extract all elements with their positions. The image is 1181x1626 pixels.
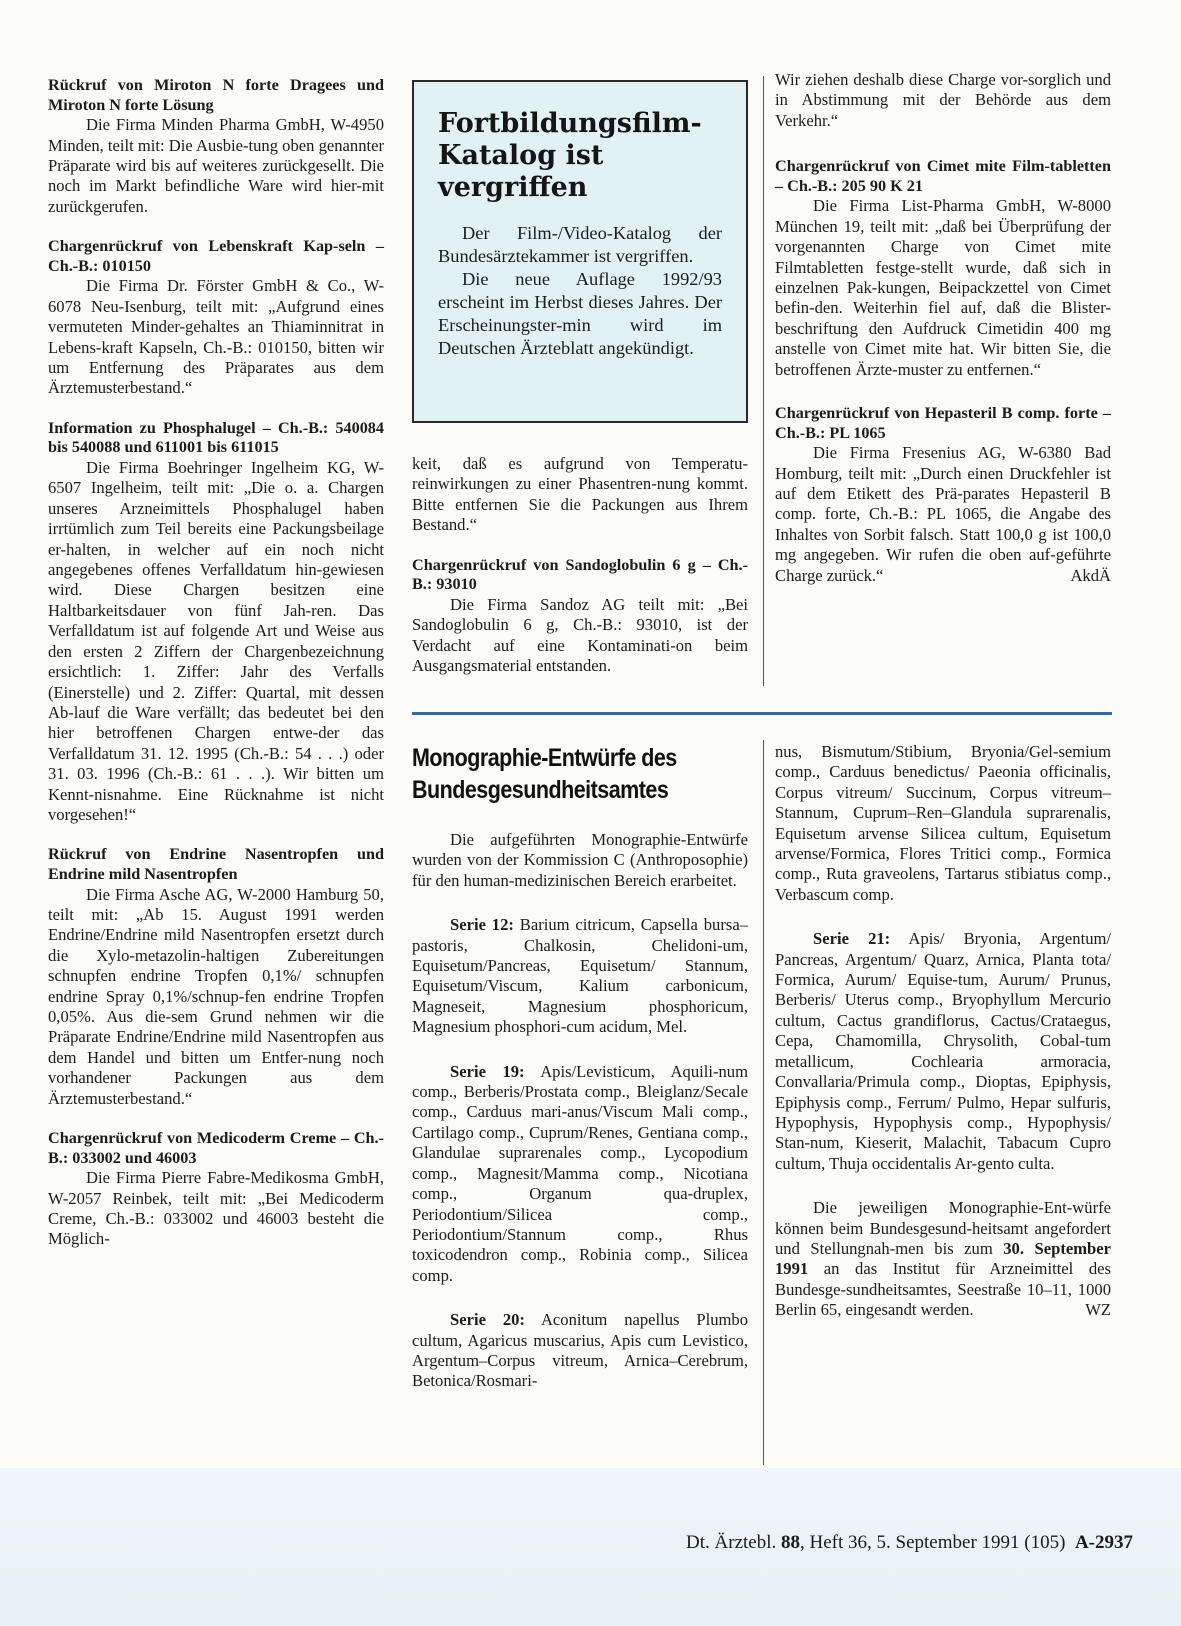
column-divider [763,76,764,686]
label-serie-21: Serie 21: [813,929,891,949]
paragraph-hepasteril-text: Die Firma Fresenius AG, W-6380 Bad Homburg, teilt mit: „Durch einen Druckfehler ist auf dem Etikett des Prä-parates Hepasteril B comp. forte, Ch.-B.: PL 1065, die Angabe des Inhaltes von Sorbit falsch. Statt 100,0 g ist 100,0 mg angegeben. Wir rufen die oben auf-geführte Charge zurück.“ [775,443,1111,585]
signature-akda: AkdÄ [1070,565,1111,585]
paragraph-mono-closing [775,1198,1111,1320]
closing-text-b: an das Institut für Arzneimittel des Bundesge-sundheitsamtes, Seestraße 10–11, 1000 Berlin 65, eingesandt werden. [775,1259,1111,1320]
paragraph-serie-12 [412,915,748,1037]
paragraph-phosphalugel: Die Firma Boehringer Ingelheim KG, W-6507 Ingelheim, teilt mit: „Die o. a. Chargen unseres Arzneimittels Phosphalugel haben irrtümlich zum Teil bereits eine Packungsbeilage er-halten, in welcher auf ein noch nicht angegebenes offenes Verfalldatum hin-gewiesen wird. Diese Chargen besitzen eine Haltbarkeitsdauer von fünf Jah-ren. Das Verfalldatum ist auf folgende Art und Weise aus den ersten 2 Ziffern der Chargenbezeichnung ersichtlich: 1. Ziffer: Jahr des Verfalls (Einerstelle) und 2. Ziffer: Quartal, mit dessen Ab-lauf die Ware verfällt; das bedeutet bei den hier betroffenen Chargen entwe-der das Verfalldatum 31. 12. 1995 (Ch.-B.: 54 . . .) oder 31. 03. 1996 (Ch.-B.: 61 . . .). Wir bitten um Kennt-nisnahme. Eine Rücknahme ist nicht vorgesehen!“ [48,458,384,824]
column-monographie-left [412,830,748,1392]
footer-issue: , Heft 36, 5. September 1991 (105) [800,1532,1066,1553]
text-serie-21: Apis/ Bryonia, Argentum/ Pancreas, Argentum/ Quarz, Arnica, Planta tota/ Formica, Aurum/ Equise-tum, Aurum/ Prunus, Berberis/ Uterus comp., Bryophyllum Mercurio cultum, Cactus grandiflorus, Cactus/Crataegus, Cepa, Chamomilla, Chrysolith, Cobal-tum metallicum, Cochlearia armoracia, Convallaria/Primula comp., Dioptas, Epiphysis, Epiphysis comp., Ferrum/ Pulmo, Hepar sulfuris, Hypophysis, Hypophysis comp., Hypophysis/ Stan-num, Kieserit, Malachit, Tabacum Cupro cultum, Thuja occidentalis Ar-gento culta. [775,929,1112,1173]
paragraph-sandoglobulin-cont: Wir ziehen deshalb diese Charge vor-sorglich und in Abstimmung mit der Behörde aus dem Verkehr.“ [775,70,1111,130]
paragraph-serie-20 [412,1310,748,1392]
closing-date: 30. September 1991 [775,1238,1111,1279]
section-rule [412,712,1112,715]
paragraph-hepasteril [775,443,1111,586]
column-left [48,76,384,1250]
paragraph-medicoderm: Die Firma Pierre Fabre-Medikosma GmbH, W-2057 Reinbek, teilt mit: „Bei Medicoderm Creme, Ch.-B.: 033002 und 46003 besteht die Möglich- [48,1168,384,1249]
heading-lebenskraft: Chargenrückruf von Lebenskraft Kap-seln – Ch.-B.: 010150 [48,237,384,275]
heading-medicoderm: Chargenrückruf von Medicoderm Creme – Ch.-B.: 033002 und 46003 [48,1129,384,1167]
paragraph-mono-intro: Die aufgeführten Monographie-Entwürfe wurden von der Kommission C (Anthroposophie) für den human-medizinischen Bereich erarbeitet. [412,830,748,890]
text-serie-20: Aconitum napellus Plumbo cultum, Agaricus muscarius, Apis cum Levistico, Argentum–Corpus vitreum, Arnica–Cerebrum, Betonica/Rosmari- [412,1310,749,1391]
paragraph-serie-19 [412,1062,748,1286]
section-title-monographie: Monographie-Entwürfe des Bundesgesundheitsamtes [412,744,677,804]
paragraph-serie-20-cont: nus, Bismutum/Stibium, Bryonia/Gel-semium comp., Carduus benedictus/ Paeonia officinalis, Corpus vitreum/ Succinum, Corpus vitreum– Stannum, Cuprum–Ren–Glandula suprarenalis, Equisetum arvense Silicea cultum, Equisetum arvense/Formica, Flores Tritici comp., Formica comp., Ruta graveolens, Tartarus stibiatus comp., Verbascum comp. [775,742,1111,904]
paragraph-miroton: Die Firma Minden Pharma GmbH, W-4950 Minden, teilt mit: Die Ausbie-tung oben genannter Präparate wird bis auf weiteres zurückgesellt. Die noch im Markt befindliche Ware wird hier-mit zurückgerufen. [48,115,384,216]
notice-paragraph-2: Die neue Auflage 1992/93 erscheint im Herbst dieses Jahres. Der Erscheinungster-min wird im Deutschen Ärzteblatt angekündigt. [438,269,722,358]
text-serie-12: Barium citricum, Capsella bursa–pastoris, Chalkosin, Chelidoni-um, Equisetum/Pancreas, Equisetum/ Stannum, Equisetum/Viscum, Kalium carbonicum, Magneseit, Magnesium phosphoricum, Magnesium phosphori-cum acidum, Mel. [412,915,748,1037]
signature-wz: WZ [1085,1300,1111,1320]
notice-title: Fortbildungsfilm-Katalog ist vergriffen [438,108,702,203]
page-footer [686,1531,1133,1555]
column-monographie-right [775,742,1111,1321]
heading-cimet: Chargenrückruf von Cimet mite Film-tabletten – Ch.-B.: 205 90 K 21 [775,157,1111,195]
heading-hepasteril: Chargenrückruf von Hepasteril B comp. forte – Ch.-B.: PL 1065 [775,404,1111,442]
paragraph-lebenskraft: Die Firma Dr. Förster GmbH & Co., W-6078 Neu-Isenburg, teilt mit: „Aufgrund eines vermuteten Minder-gehaltes an Thiaminnitrat in Lebens-kraft Kapseln, Ch.-B.: 010150, bitten wir um Entfernung des Präparates aus dem Ärztemusterbestand.“ [48,276,384,398]
column-right [775,70,1111,586]
closing-text-a: Die jeweiligen Monographie-Ent-würfe können beim Bundesgesund-heitsamt angefordert und Stellungnah-men bis zum [775,1198,1111,1258]
notice-box [412,80,748,423]
heading-phosphalugel: Information zu Phosphalugel – Ch.-B.: 540084 bis 540088 und 611001 bis 611015 [48,418,384,457]
paragraph-sandoglobulin: Die Firma Sandoz AG teilt mit: „Bei Sandoglobulin 6 g, Ch.-B.: 93010, ist der Verdacht auf eine Kontaminati-on beim Ausgangsmaterial entstanden. [412,594,748,676]
notice-paragraph-1: Der Film-/Video-Katalog der Bundesärztekammer ist vergriffen. [438,223,722,266]
footer-page-number: A-2937 [1074,1532,1133,1553]
label-serie-19: Serie 19: [450,1061,525,1081]
paragraph-serie-21 [775,929,1111,1174]
footer-volume: 88 [781,1532,801,1553]
footer-journal: Dt. Ärztebl. [686,1532,777,1553]
heading-miroton: Rückruf von Miroton N forte Dragees und Miroton N forte Lösung [48,76,384,114]
column-divider-lower [763,740,764,1465]
text-serie-19: Apis/Levisticum, Aquili-num comp., Berberis/Prostata comp., Bleiglanz/Secale comp., Carduus mari-anus/Viscum Mali comp., Cartilago comp., Cuprum/Renes, Gentiana comp., Glandulae suprarenales comp., Lycopodium comp., Magnesit/Mamma comp., Nicotiana comp., Organum qua-druplex, Periodontium/Silicea comp., Periodontium/Stannum comp., Rhus toxicodendron comp., Robinia comp., Silicea comp. [412,1061,748,1285]
paragraph-medicoderm-cont: keit, daß es aufgrund von Temperatu-reinwirkungen zu einer Phasentren-nung kommt. Bitte entfernen Sie die Packungen aus Ihrem Bestand.“ [412,454,748,535]
label-serie-12: Serie 12: [450,915,514,935]
column-middle [412,454,748,676]
paragraph-endrine: Die Firma Asche AG, W-2000 Hamburg 50, teilt mit: „Ab 15. August 1991 werden Endrine/Endrine mild Nasentropfen ersetzt durch die Xylo-metazolin-haltigen Zubereitungen schnupfen endrine Tropfen 0,1%/ schnupfen endrine Spray 0,1%/schnup-fen endrine Tropfen 0,05%. Aus die-sem Grund nehmen wir die Präparate Endrine/Endrine mild Nasentropfen aus dem Handel und bitten um Entfer-nung noch vorhandener Packungen aus dem Ärztemusterbestand.“ [48,884,384,1108]
heading-sandoglobulin: Chargenrückruf von Sandoglobulin 6 g – Ch.-B.: 93010 [412,555,748,594]
paragraph-cimet: Die Firma List-Pharma GmbH, W-8000 München 19, teilt mit: „daß bei Überprüfung der vorgenannten Charge von Cimet mite Filmtabletten festge-stellt wurde, daß sich in einzelnen Pak-kungen, Beipackzettel von Cimet befin-den. Weiterhin fiel auf, daß die Blister-beschriftung den Aufdruck Cimetidin 400 mg anstelle von Cimet mite hat. Wir bitten Sie, die betroffenen Ärzte-muster zu entfernen.“ [775,196,1111,379]
label-serie-20: Serie 20: [450,1310,525,1330]
heading-endrine: Rückruf von Endrine Nasentropfen und Endrine mild Nasentropfen [48,845,384,883]
